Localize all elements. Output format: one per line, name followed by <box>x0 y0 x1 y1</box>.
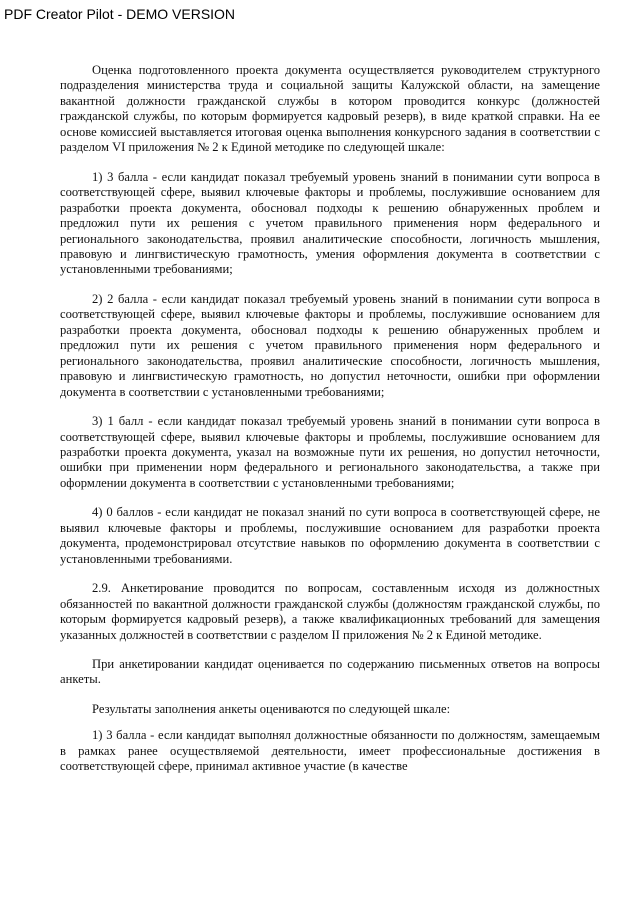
paragraph-assessment-intro: Оценка подготовленного проекта документа осуществляется руководителем структурного подразделения министерства труда и социальной защиты Калужской области, на замещение вакантной должности гражданской службы в котором проводится конкурс (должностей гражданской службы, по которым формируется кадровый резерв), в виде краткой справки. На ее основе комиссией выставляется итоговая оценка выполнения конкурсного задания в соответствии с разделом VI приложения № 2 к Единой методике по следующей шкале: <box>60 63 600 155</box>
paragraph-score-3: 1) 3 балла - если кандидат показал требуемый уровень знаний в понимании сути вопроса в соответствующей сфере, выявил ключевые факторы и проблемы, послужившие основанием для разработки проекта документа, обосновал подходы к решению обнаруженных проблем и предложил пути их решения с учетом правильного применения норм федерального и регионального законодательства, проявил аналитические способности, логичность мышления, правовую и лингвистическую грамотность, умения оформления документа в соответствии с установленными требованиями; <box>60 169 600 277</box>
paragraph-questionnaire-scale: Результаты заполнения анкеты оцениваются по следующей шкале: <box>92 701 451 716</box>
paragraph-score-2: 2) 2 балла - если кандидат показал требуемый уровень знаний в понимании сути вопроса в соответствующей сфере, выявил ключевые факторы и проблемы, послужившие основанием для разработки проекта документа, обосновал подходы к решению обнаруженных проблем и предложил пути их решения с учетом правильного применения норм федерального и регионального законодательства, проявил аналитические способности, логичность мышления, правовую и лингвистическую грамотность, но допустил неточности, ошибки при оформлении документа в соответствии с установленными требованиями; <box>60 291 600 399</box>
paragraph-questionnaire-score-3: 1) 3 балла - если кандидат выполнял должностные обязанности по должностям, замещаемым в рамках ранее осуществляемой деятельности, имеет профессиональные достижения в соответствующей сфере, принимал активное участие (в качестве <box>60 728 600 774</box>
paragraph-questionnaire: 2.9. Анкетирование проводится по вопросам, составленным исходя из должностных обязанностей по вакантной должности гражданской службы (должностям гражданской службы, по которым формируется кадровый резерв), а также квалификационных требований для замещения указанных должностей в соответствии с разделом II приложения № 2 к Единой методике. <box>60 581 600 642</box>
demo-watermark: PDF Creator Pilot - DEMO VERSION <box>4 6 236 22</box>
document-body <box>60 63 600 789</box>
paragraph-score-1: 3) 1 балл - если кандидат показал требуемый уровень знаний в понимании сути вопроса в соответствующей сфере, выявил ключевые факторы и проблемы, послужившие основанием для разработки проекта документа, указал на возможные пути их решения, но допустил неточности, ошибки при применении норм федерального и регионального законодательства, а также при оформлении документа в соответствии с установленными требованиями; <box>60 414 600 490</box>
paragraph-score-0: 4) 0 баллов - если кандидат не показал знаний по сути вопроса в соответствующей сфере, не выявил ключевые факторы и проблемы, послужившие основанием для разработки проекта документа, продемонстрировал отсутствие навыков по оформлению документа в соответствии с установленными требованиями. <box>60 505 600 566</box>
paragraph-questionnaire-evaluation: При анкетировании кандидат оценивается по содержанию письменных ответов на вопросы анкеты. <box>60 656 600 687</box>
